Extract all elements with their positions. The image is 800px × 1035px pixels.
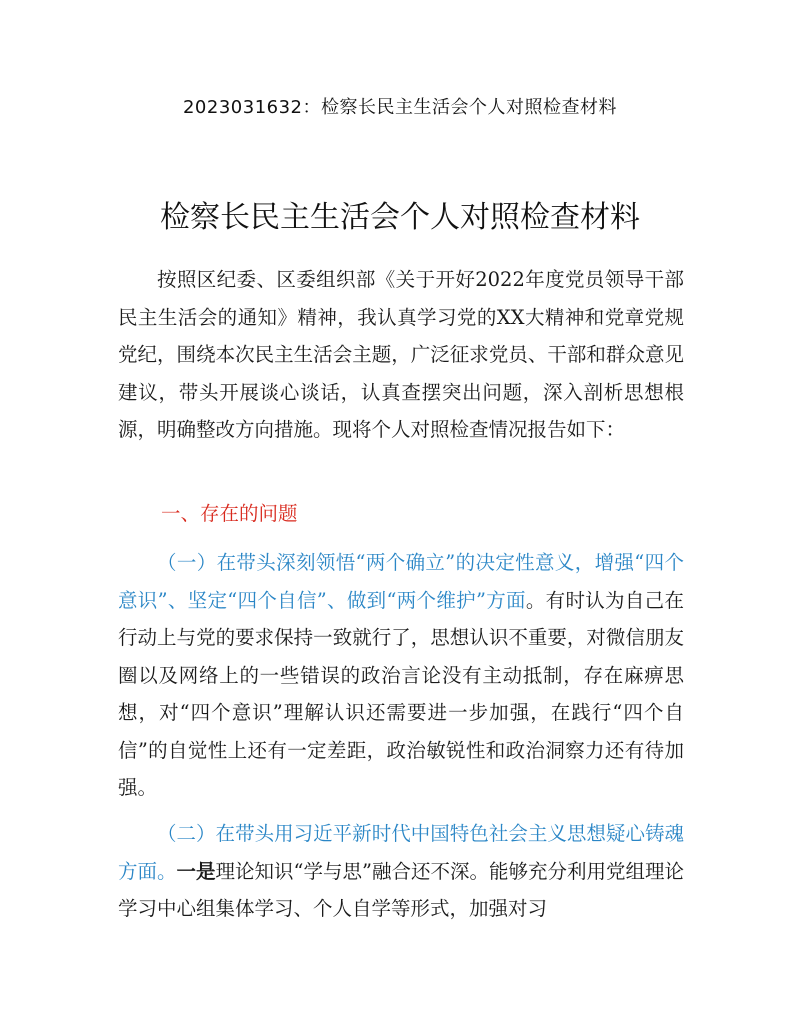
intro-section xyxy=(118,261,684,449)
problem-item-2-text: 理论知识“学与思”融合还不深。能够充分利用党组理论学习中心组集体学习、个人自学等形式，加强对习 xyxy=(118,859,684,920)
problem-item-1-text: 。有时认为自己在行动上与党的要求保持一致就行了，思想认识不重要，对微信朋友圈以及网络上的一些错误的政治言论没有主动抵制，存在麻痹思想，对“四个意识”理解认识还需要进一步加强，在践行“四个自信”的自觉性上还有一定差距，政治敏锐性和政治洞察力还有待加强。 xyxy=(118,588,684,799)
document-header: 2023031632：检察长民主生活会个人对照检查材料 xyxy=(182,97,618,118)
problem-item-2-lead: 一是 xyxy=(176,859,216,883)
problem-item-1-heading: （一）在带头深刻领悟“两个确立”的决定性意义，增强“四个意识”、坚定“四个自信”、做到“两个维护”方面 xyxy=(118,551,684,612)
problem-item-2 xyxy=(118,815,684,928)
intro-paragraph: 按照区纪委、区委组织部《关于开好2022年度党员领导干部民主生活会的通知》精神，我认真学习党的XX大精神和党章党规党纪，围绕本次民主生活会主题，广泛征求党员、干部和群众意见建议，带头开展谈心谈话，认真查摆突出问题，深入剖析思想根源，明确整改方向措施。现将个人对照检查情况报告如下： xyxy=(118,268,684,441)
problem-item-2-paragraph xyxy=(118,815,684,928)
problem-item-1 xyxy=(118,544,684,807)
problem-item-1-paragraph xyxy=(118,544,684,807)
section-heading: 一、存在的问题 xyxy=(161,502,298,525)
document-title: 检察长民主生活会个人对照检查材料 xyxy=(160,200,640,235)
problem-item-2-heading: （二）在带头用习近平新时代中国特色社会主义思想疑心铸魂方面。 xyxy=(118,822,684,883)
